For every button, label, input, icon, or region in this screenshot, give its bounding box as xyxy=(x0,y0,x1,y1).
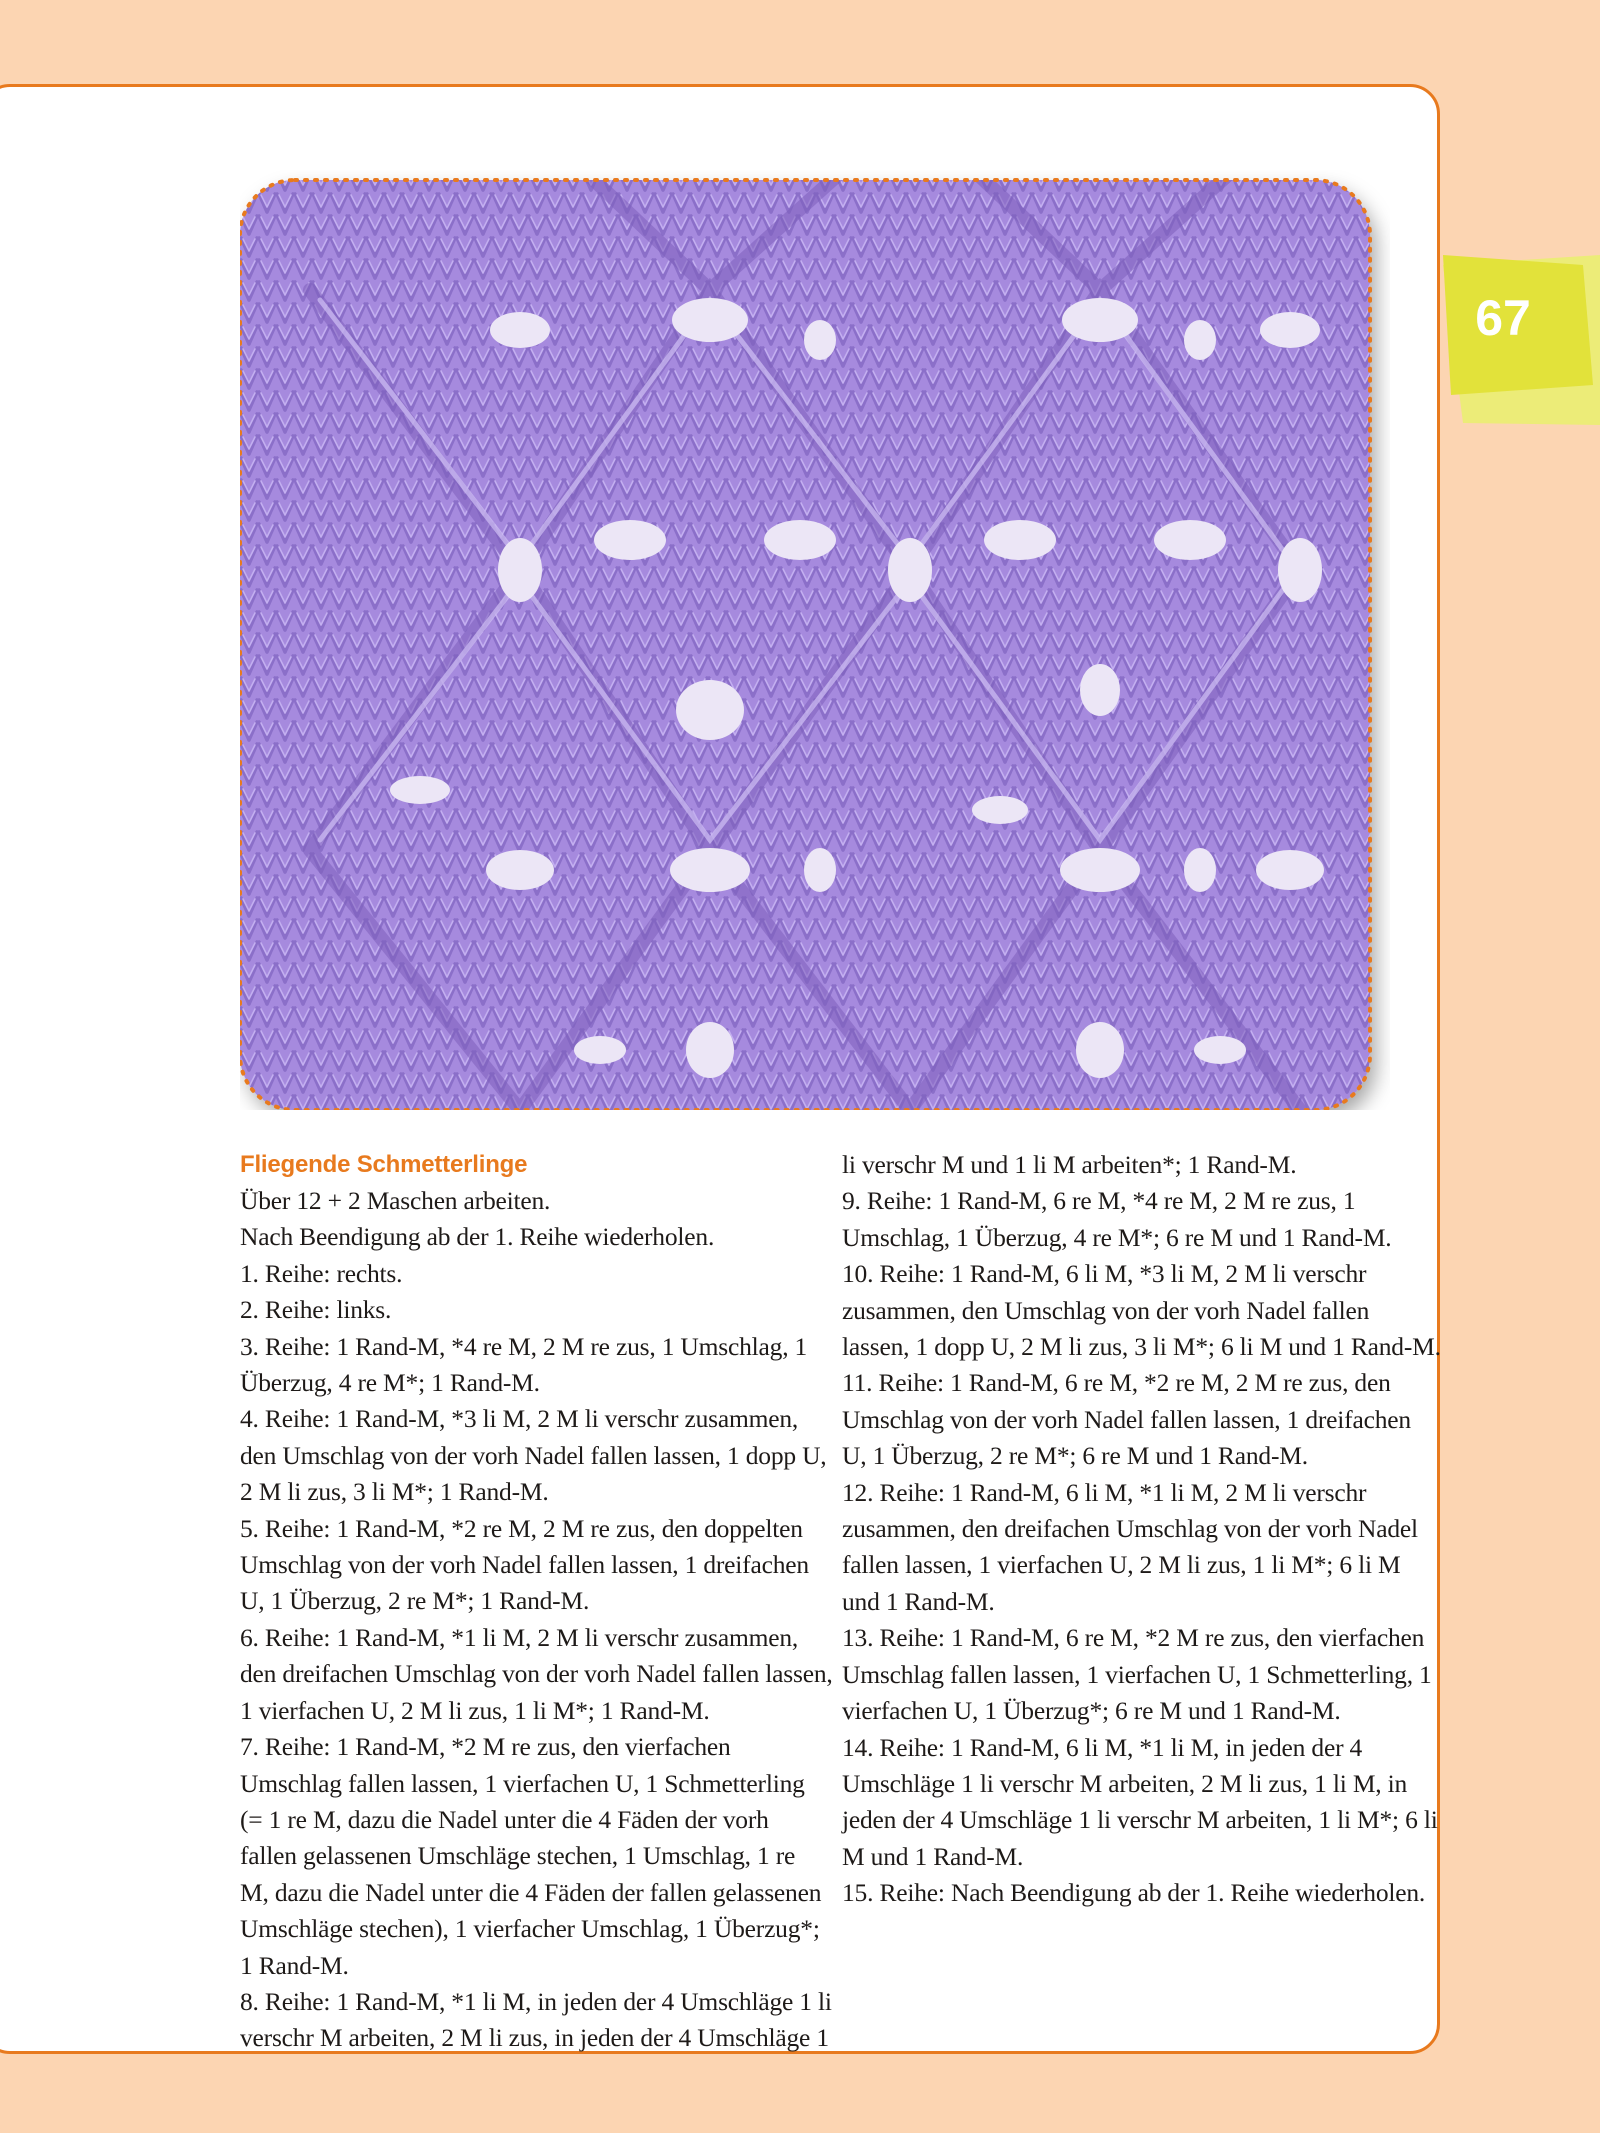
pattern-instructions-right xyxy=(842,1147,1441,1912)
instruction-line: 13. Reihe: 1 Rand-M, 6 re M, *2 M re zus, den vierfachen xyxy=(842,1623,1425,1653)
instruction-line: fallen gelassenen Umschläge stechen, 1 Umschlag, 1 re xyxy=(240,1841,796,1871)
page-number: 67 xyxy=(1475,290,1531,346)
instruction-line: 8. Reihe: 1 Rand-M, *1 li M, in jeden der 4 Umschläge 1 li xyxy=(240,1986,832,2016)
instruction-line: Umschlag von der vorh Nadel fallen lassen, 1 dreifachen xyxy=(842,1404,1411,1434)
instruction-line: (= 1 re M, dazu die Nadel unter die 4 Fäden der vorh xyxy=(240,1804,769,1834)
instruction-line: den Umschlag von der vorh Nadel fallen lassen, 1 dopp U, xyxy=(240,1440,827,1470)
instruction-line: und 1 Rand-M. xyxy=(842,1586,995,1616)
instruction-line: zusammen, den Umschlag von der vorh Nadel fallen xyxy=(842,1295,1370,1325)
instruction-lines-left xyxy=(240,1183,833,2057)
instruction-line: Überzug, 4 re M*; 1 Rand-M. xyxy=(240,1368,540,1398)
instruction-line: 2. Reihe: links. xyxy=(240,1295,392,1325)
instruction-line: U, 1 Überzug, 2 re M*; 1 Rand-M. xyxy=(240,1586,590,1616)
instruction-line: 1 Rand-M. xyxy=(240,1950,349,1980)
instruction-line: fallen lassen, 1 vierfachen U, 2 M li zus, 1 li M*; 6 li M xyxy=(842,1550,1401,1580)
instruction-line: M, dazu die Nadel unter die 4 Fäden der fallen gelassenen xyxy=(240,1877,822,1907)
instruction-line: 12. Reihe: 1 Rand-M, 6 li M, *1 li M, 2 M li verschr xyxy=(842,1477,1367,1507)
instruction-line: Umschlag fallen lassen, 1 vierfachen U, 1 Schmetterling, 1 xyxy=(842,1659,1432,1689)
instruction-line: den dreifachen Umschlag von der vorh Nadel fallen lassen, xyxy=(240,1659,833,1689)
instruction-line: jeden der 4 Umschläge 1 li verschr M arbeiten, 1 li M*; 6 li xyxy=(842,1805,1438,1835)
instruction-line: 1. Reihe: rechts. xyxy=(240,1258,403,1288)
instruction-line: lassen, 1 dopp U, 2 M li zus, 3 li M*; 6 li M und 1 Rand-M. xyxy=(842,1332,1441,1362)
instruction-line: 6. Reihe: 1 Rand-M, *1 li M, 2 M li verschr zusammen, xyxy=(240,1622,799,1652)
instruction-line: Nach Beendigung ab der 1. Reihe wiederholen. xyxy=(240,1222,715,1252)
instruction-line: 15. Reihe: Nach Beendigung ab der 1. Reihe wiederholen. xyxy=(842,1878,1426,1908)
knitted-swatch-photo xyxy=(240,170,1390,1110)
instruction-line: 11. Reihe: 1 Rand-M, 6 re M, *2 re M, 2 M re zus, den xyxy=(842,1368,1391,1398)
pattern-instructions-left xyxy=(240,1147,833,2057)
instruction-lines-right xyxy=(842,1147,1441,1912)
instruction-line: 1 vierfachen U, 2 M li zus, 1 li M*; 1 Rand-M. xyxy=(240,1695,710,1725)
pattern-title: Fliegende Schmetterlinge xyxy=(240,1151,528,1178)
instruction-line: Umschläge 1 li verschr M arbeiten, 2 M li zus, 1 li M, in xyxy=(842,1768,1408,1798)
instruction-line: Umschläge stechen), 1 vierfacher Umschlag, 1 Überzug*; xyxy=(240,1914,820,1944)
instruction-line: 3. Reihe: 1 Rand-M, *4 re M, 2 M re zus, 1 Umschlag, 1 xyxy=(240,1331,808,1361)
instruction-line: verschr M arbeiten, 2 M li zus, in jeden der 4 Umschläge 1 xyxy=(240,2023,829,2053)
instruction-line: Über 12 + 2 Maschen arbeiten. xyxy=(240,1186,551,1215)
instruction-line: M und 1 Rand-M. xyxy=(842,1841,1024,1871)
instruction-line: 4. Reihe: 1 Rand-M, *3 li M, 2 M li verschr zusammen, xyxy=(240,1404,799,1434)
instruction-line: Umschlag fallen lassen, 1 vierfachen U, 1 Schmetterling xyxy=(240,1768,805,1798)
instruction-line: 10. Reihe: 1 Rand-M, 6 li M, *3 li M, 2 M li verschr xyxy=(842,1259,1367,1289)
instruction-line: Umschlag, 1 Überzug, 4 re M*; 6 re M und 1 Rand-M. xyxy=(842,1222,1392,1252)
instruction-line: zusammen, den dreifachen Umschlag von der vorh Nadel xyxy=(842,1514,1418,1544)
instruction-line: 5. Reihe: 1 Rand-M, *2 re M, 2 M re zus, den doppelten xyxy=(240,1513,803,1543)
instruction-line: 14. Reihe: 1 Rand-M, 6 li M, *1 li M, in jeden der 4 xyxy=(842,1732,1363,1762)
instruction-line: vierfachen U, 1 Überzug*; 6 re M und 1 Rand-M. xyxy=(842,1696,1341,1726)
instruction-line: 2 M li zus, 3 li M*; 1 Rand-M. xyxy=(240,1477,549,1507)
instruction-line: li verschr M und 1 li M arbeiten*; 1 Rand-M. xyxy=(842,1150,1297,1179)
instruction-line: 7. Reihe: 1 Rand-M, *2 M re zus, den vierfachen xyxy=(240,1732,731,1762)
instruction-line: Umschlag von der vorh Nadel fallen lassen, 1 dreifachen xyxy=(240,1550,809,1580)
instruction-line: 9. Reihe: 1 Rand-M, 6 re M, *4 re M, 2 M re zus, 1 xyxy=(842,1186,1356,1216)
instruction-line: U, 1 Überzug, 2 re M*; 6 re M und 1 Rand-M. xyxy=(842,1441,1308,1471)
